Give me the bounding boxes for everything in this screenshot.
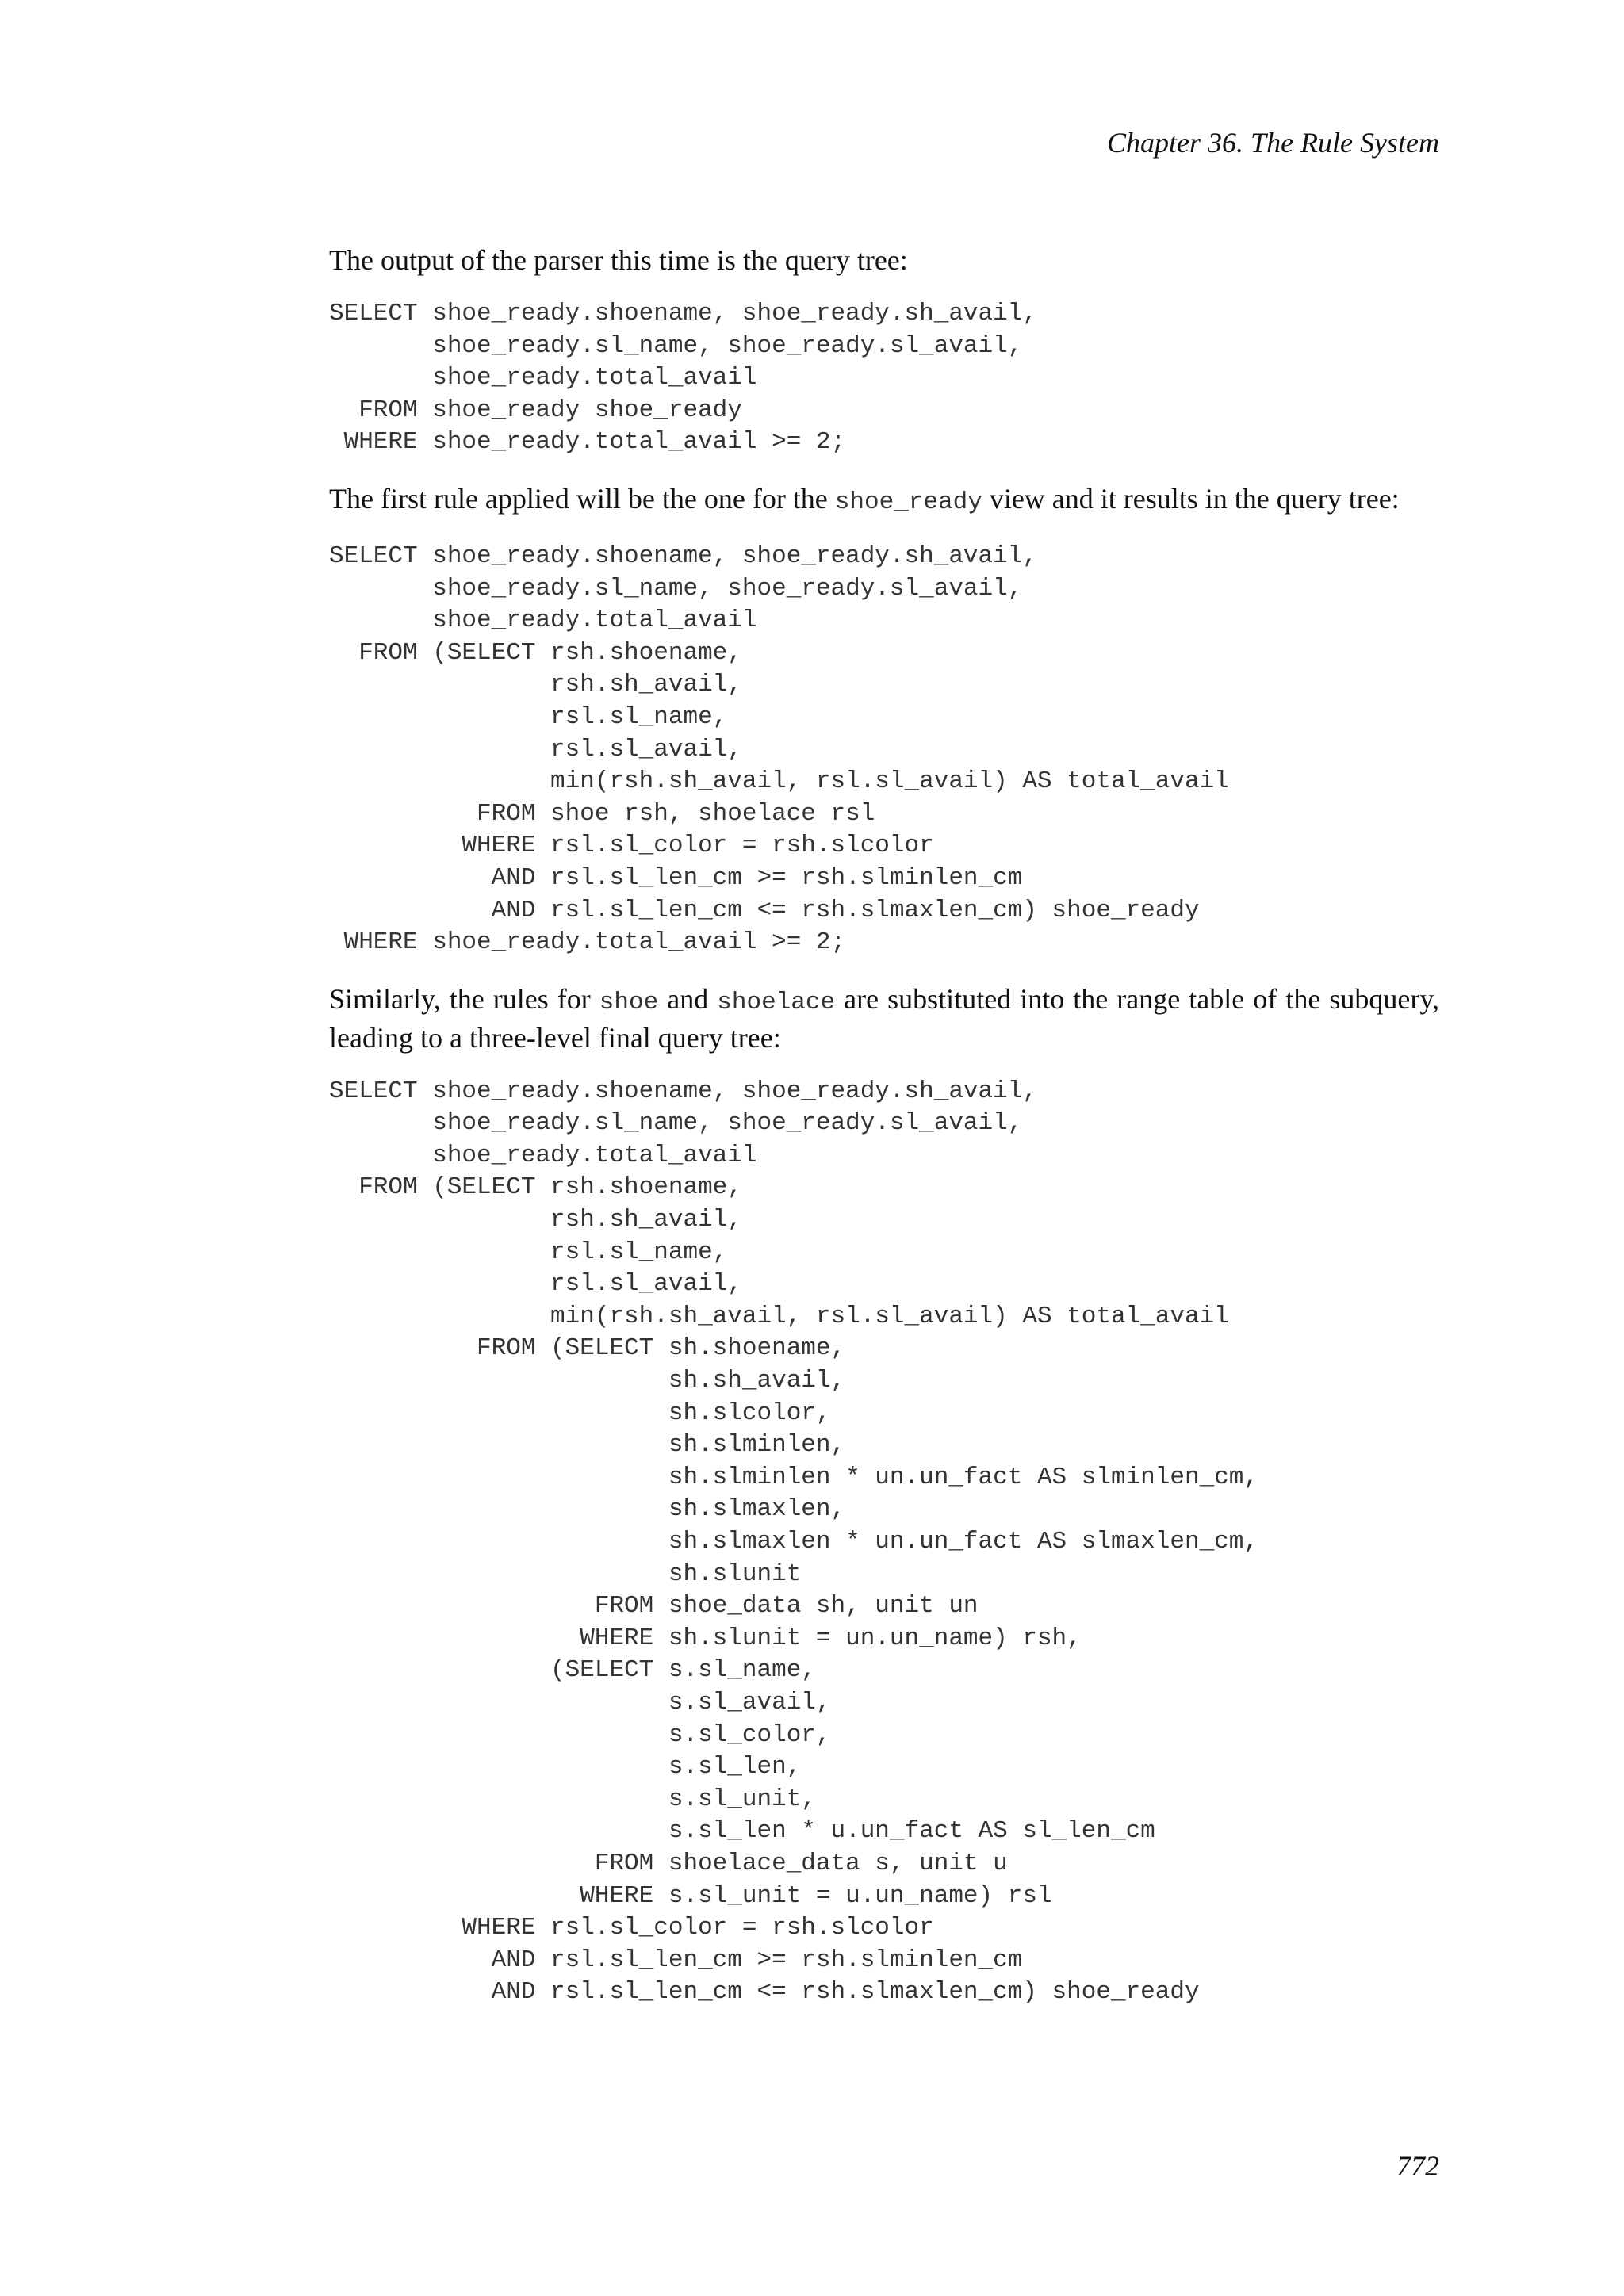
chapter-header: Chapter 36. The Rule System [1107, 127, 1439, 159]
paragraph-parser-output: The output of the parser this time is the query tree: [329, 244, 908, 276]
code-block-rewritten-query: SELECT shoe_ready.shoename, shoe_ready.sh_avail, shoe_ready.sl_name, shoe_ready.sl_avail, shoe_ready.total_avail FROM (SELECT rsh.shoename, rsh.sh_avail, rsl.sl_name, rsl.sl_avail, min(rsh.sh_avail, rsl.sl_avail) AS total_avail FROM shoe rsh, shoelace rsl WHERE rsl.sl_color = rsh.slcolor AND rsl.sl_len_cm >= rsh.slminlen_cm AND rsl.sl_len_cm <= rsh.slmaxlen_cm) shoe_ready WHERE shoe_ready.total_avail >= 2; [329, 541, 1229, 957]
page-content [329, 243, 1439, 2009]
code-block-final-query-tree: SELECT shoe_ready.shoename, shoe_ready.sh_avail, shoe_ready.sl_name, shoe_ready.sl_avail, shoe_ready.total_avail FROM (SELECT rsh.shoename, rsh.sh_avail, rsl.sl_name, rsl.sl_avail, min(rsh.sh_avail, rsl.sl_avail) AS total_avail FROM (SELECT sh.shoename, sh.sh_avail, sh.slcolor, sh.slminlen, sh.slminlen * un.un_fact AS slminlen_cm, sh.slmaxlen, sh.slmaxlen * un.un_fact AS slmaxlen_cm, sh.slunit FROM shoe_data sh, unit un WHERE sh.slunit = un.un_name) rsh, (SELECT s.sl_name, s.sl_avail, s.sl_color, s.sl_len, s.sl_unit, s.sl_len * u.un_fact AS sl_len_cm FROM shoelace_data s, unit u WHERE s.sl_unit = u.un_name) rsl WHERE rsl.sl_color = rsh.slcolor AND rsl.sl_len_cm >= rsh.slminlen_cm AND rsl.sl_len_cm <= rsh.slmaxlen_cm) shoe_ready [329, 1077, 1258, 2007]
paragraph-text: view and it results in the query tree: [982, 482, 1400, 515]
code-block-query-tree: SELECT shoe_ready.shoename, shoe_ready.sh_avail, shoe_ready.sl_name, shoe_ready.sl_avail, shoe_ready.total_avail FROM shoe_ready shoe_ready WHERE shoe_ready.total_avail >= 2; [329, 300, 1037, 457]
paragraph-text: are substituted into the range table of the subquery, leading to a three-level final query tree: [329, 982, 1439, 1054]
inline-code-shoe: shoe [599, 988, 659, 1016]
paragraph-similarly [329, 982, 1439, 1055]
paragraph-text: The first rule applied will be the one for the [329, 482, 835, 515]
paragraph-first-rule [329, 481, 1439, 520]
paragraph-text: Similarly, the rules for [329, 982, 599, 1015]
inline-code-shoelace: shoelace [717, 988, 836, 1016]
page-number: 772 [1396, 2150, 1439, 2182]
paragraph-text: and [658, 982, 718, 1015]
inline-code-shoe-ready: shoe_ready [834, 488, 982, 516]
